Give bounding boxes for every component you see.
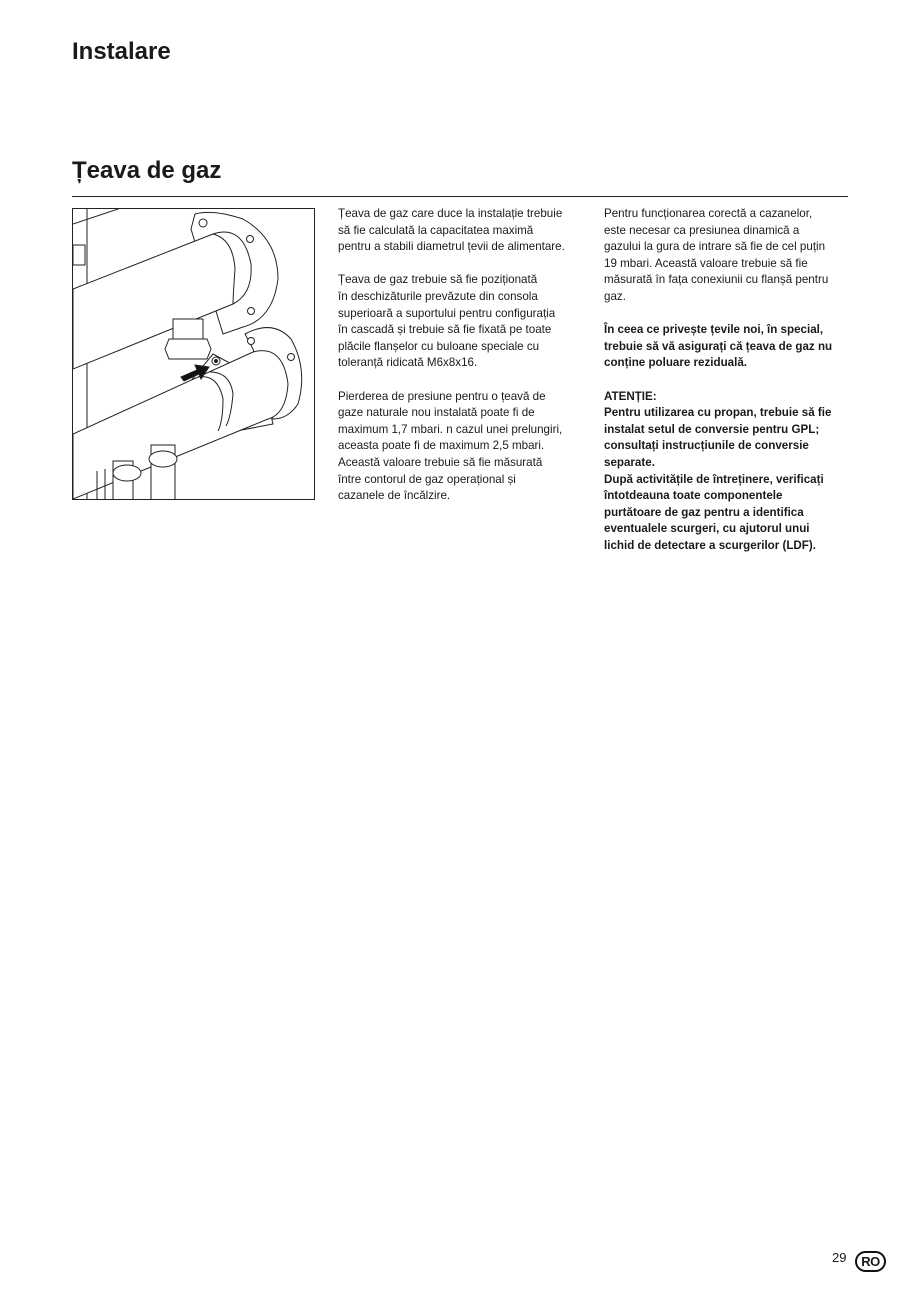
text-line: gaze naturale nou instalată poate fi de [338,406,535,420]
text-line: superioară a suportului pentru configurația [338,306,556,320]
paragraph-new-pipes [604,322,854,372]
text-line: consultați instrucțiunile de conversie [604,439,809,453]
section-divider [72,196,848,197]
text-column-2 [604,206,854,554]
text-line: gaz. [604,289,626,303]
text-line: separate. [604,455,655,469]
text-line: gazului la gura de intrare să fie de cel puțin [604,240,826,254]
text-line: în deschizăturile prevăzute din consola [338,289,538,303]
text-line: aceasta poate fi de maximum 2,5 mbari. [338,439,545,453]
text-line: Țeava de gaz care duce la instalație trebuie [338,207,563,220]
text-line: eventualele scurgeri, cu ajutorul unui [604,522,810,536]
text-line: Țeava de gaz trebuie să fie poziționată [338,273,538,287]
text-line: plăcile flanșelor cu buloane speciale cu [338,339,540,353]
text-line: maximum 1,7 mbari. n cazul unei prelungiri, [338,422,563,436]
text-line: întotdeauna toate componentele [604,489,783,503]
text-line: instalat setul de conversie pentru GPL; [604,422,820,436]
text-line: lichid de detectare a scurgerilor (LDF). [604,538,816,552]
attention-block [604,389,854,555]
text-line: în cascadă și trebuie să fie fixată pe toate [338,323,552,337]
text-line: 19 mbari. Această valoare trebuie să fie [604,256,808,270]
text-line: În ceea ce privește țevile noi, în special, [604,323,824,337]
text-line: După activitățile de întreținere, verificați [604,472,824,486]
text-line: între contorul de gaz operațional și [338,472,516,486]
text-line: Pierderea de presiune pentru o țeavă de [338,389,546,403]
text-line: conține poluare reziduală. [604,356,748,370]
text-line: cazanele de încălzire. [338,489,451,503]
text-line: Pentru utilizarea cu propan, trebuie să fie [604,406,832,420]
text-line: Această valoare trebuie să fie măsurată [338,455,543,469]
text-line: pentru a stabili diametrul țevii de alimentare. [338,240,565,254]
page-number: 29 [832,1250,847,1265]
paragraph-pipe-sizing [338,206,588,256]
attention-label: ATENȚIE: [604,389,657,403]
section-title: Țeava de gaz [72,157,222,184]
paragraph-pipe-positioning [338,272,588,372]
gas-pipe-illustration [72,208,315,500]
text-line: este necesar ca presiunea dinamică a [604,223,800,237]
paragraph-pressure-loss [338,389,588,505]
text-line: să fie calculată la capacitatea maximă [338,223,534,237]
text-column-1 [338,206,588,521]
text-line: purtătoare de gaz pentru a identifica [604,505,804,519]
text-line: măsurată în fața conexiunii cu flanșă pentru [604,273,829,287]
language-badge: RO [855,1251,886,1272]
text-line: toleranță ridicată M6x8x16. [338,356,478,370]
paragraph-dynamic-pressure [604,206,854,306]
text-line: trebuie să vă asigurați că țeava de gaz nu [604,339,833,353]
page-title: Instalare [72,38,171,65]
text-line: Pentru funcționarea corectă a cazanelor, [604,207,813,220]
